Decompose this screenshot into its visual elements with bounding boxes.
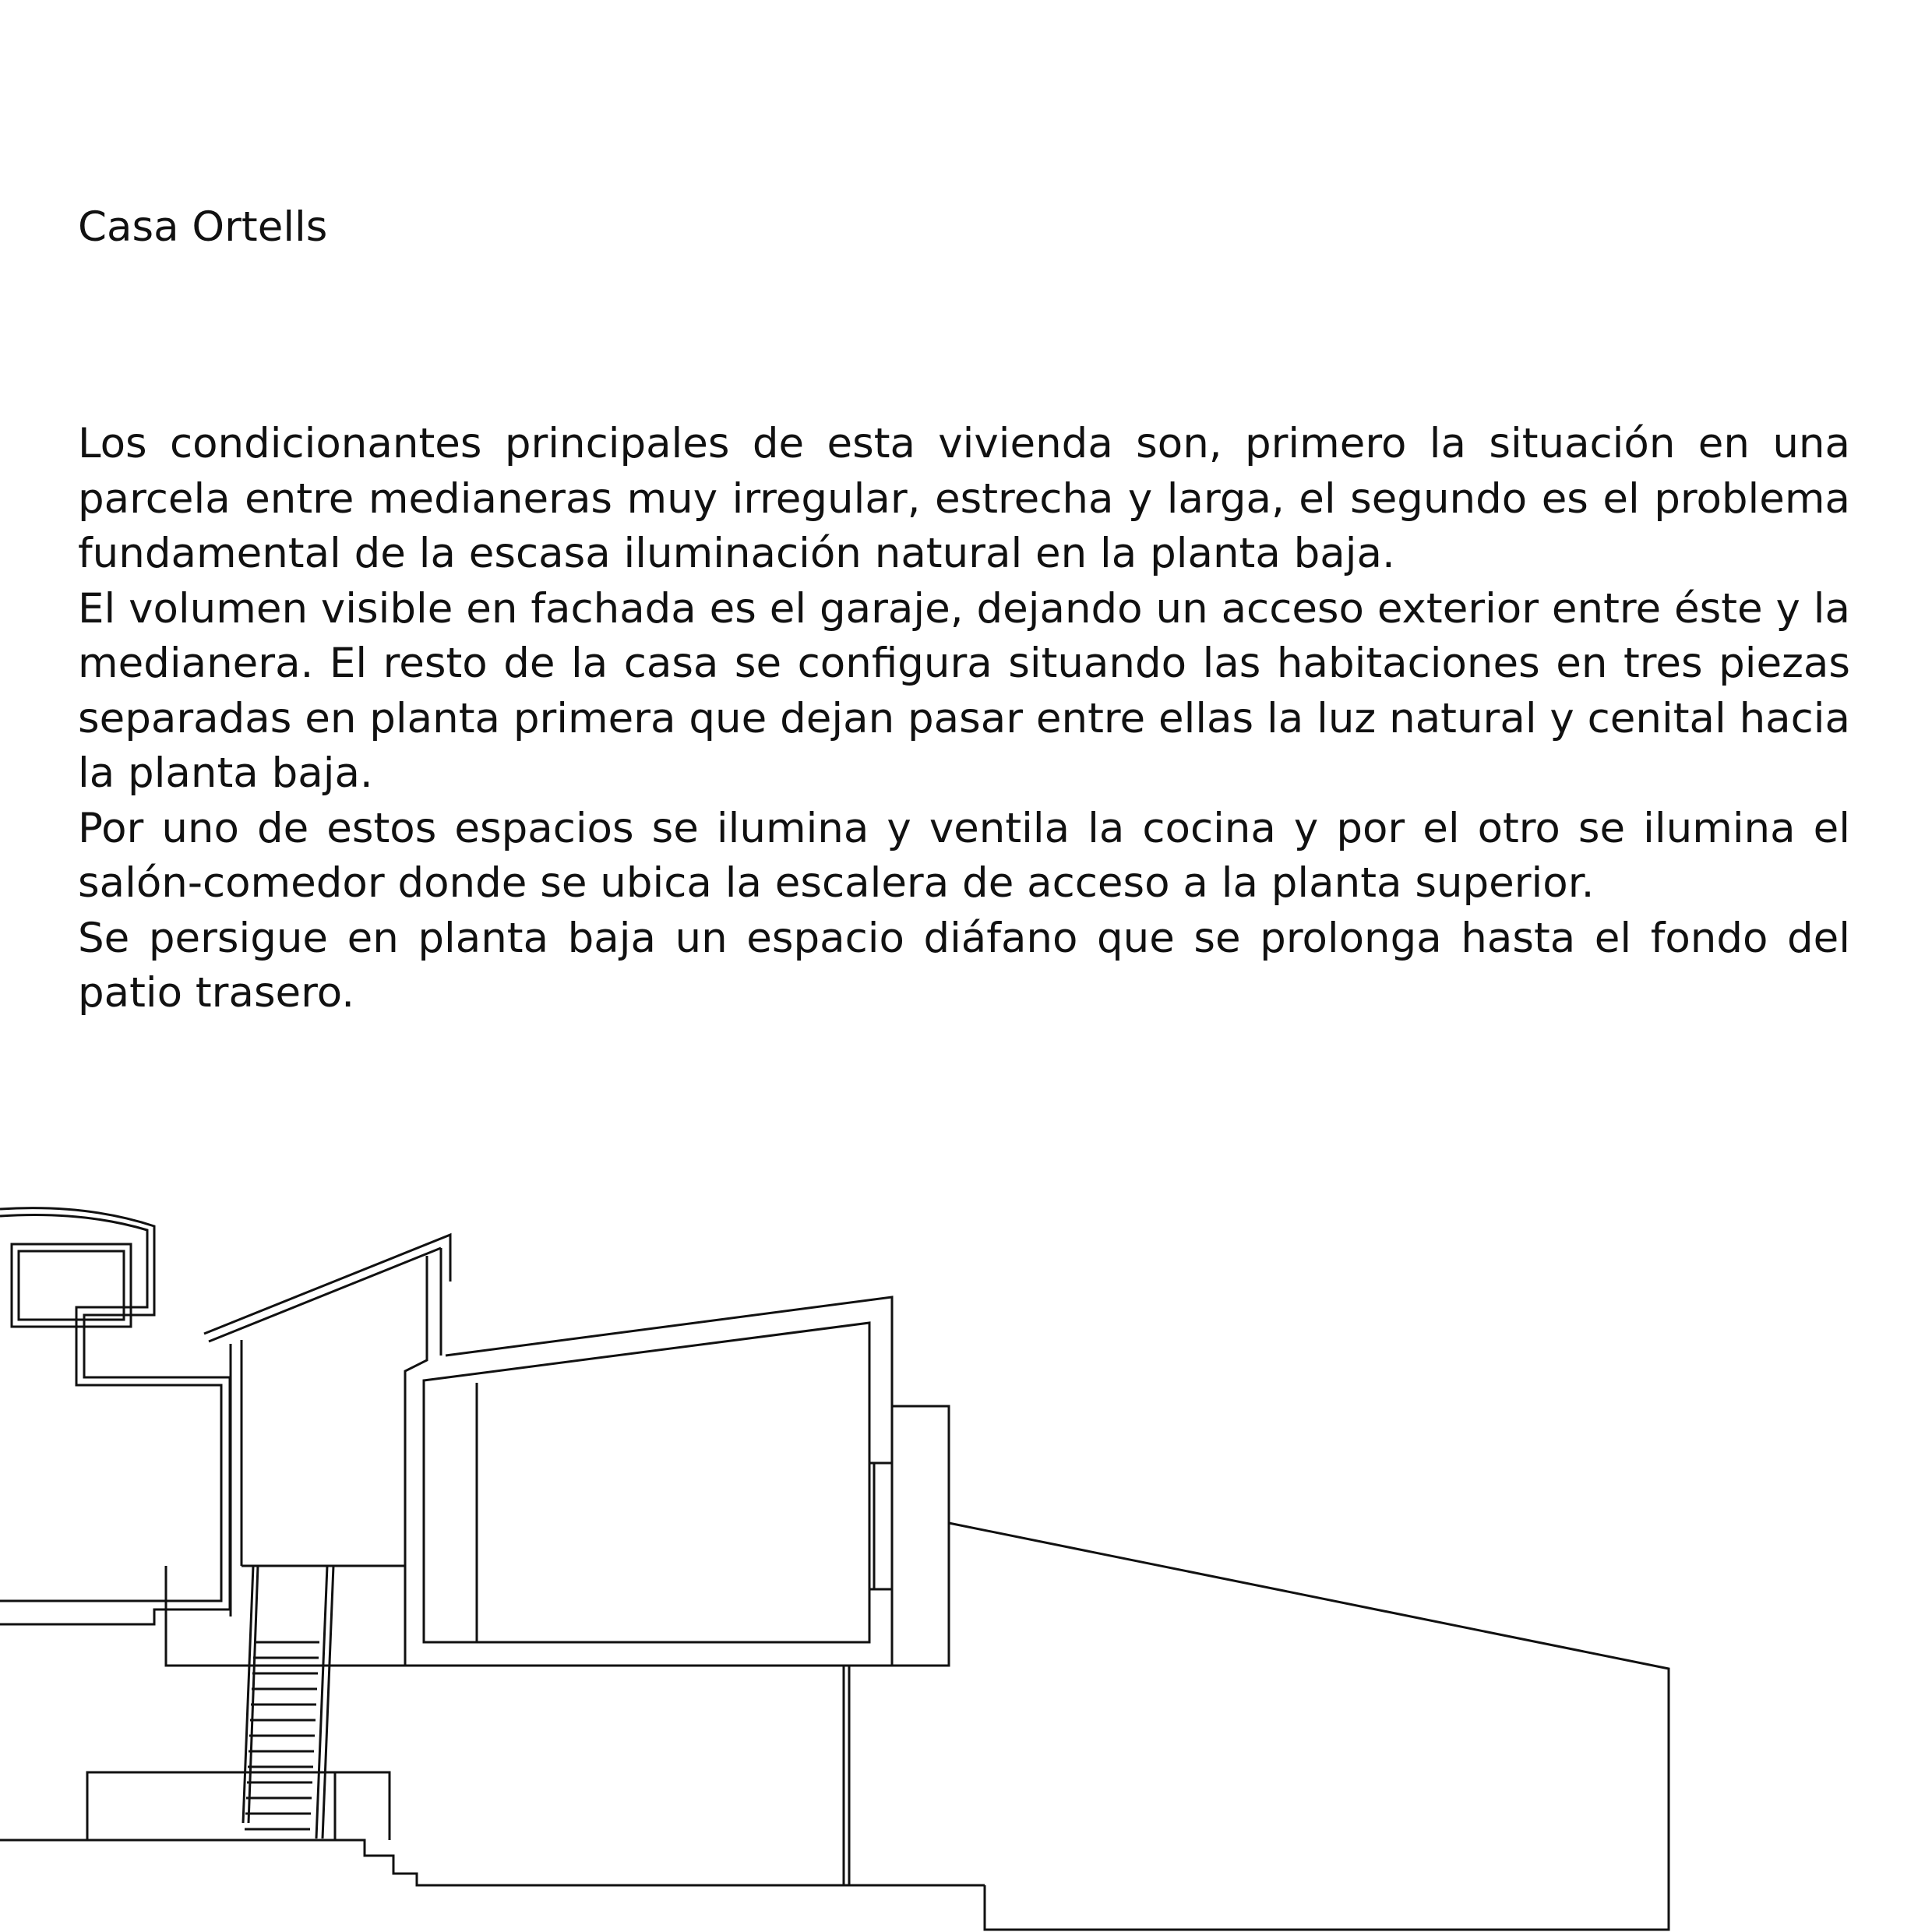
paragraph: Se persigue en planta baja un espacio diáfano que se prolonga hasta el fondo del patio trasero.: [78, 914, 1850, 1017]
stair-stringer-right: [316, 1566, 327, 1839]
stair-treads: [245, 1642, 319, 1829]
right-annex: [892, 1406, 949, 1666]
left-window-outer: [12, 1244, 131, 1327]
page-title: Casa Ortells: [78, 203, 328, 251]
left-volume-inner: [0, 1215, 221, 1601]
left-window-inner: [19, 1251, 124, 1320]
middle-right-wall: [405, 1256, 427, 1666]
left-volume-outline: [0, 1208, 230, 1624]
side-window: [869, 1463, 892, 1589]
middle-roof-inner: [209, 1248, 441, 1341]
body-text: [78, 417, 1850, 1021]
ground-line-steps: [0, 1840, 985, 1885]
lower-wall-left: [87, 1772, 390, 1840]
paragraph: Los condicionantes principales de esta vivienda son, primero la situación en una parcela entre medianeras muy irregular, estrecha y larga, el segundo es el problema fundamental de la escasa iluminación natural en la planta baja.: [78, 420, 1850, 577]
middle-lower-frame: [166, 1566, 405, 1666]
middle-roof: [204, 1235, 450, 1334]
right-volume-outline: [405, 1297, 892, 1666]
sloped-terrain: [949, 1523, 1669, 1930]
paragraph: Por uno de estos espacios se ilumina y ventila la cocina y por el otro se ilumina el salón-comedor donde se ubica la escalera de acceso a la planta superior.: [78, 804, 1850, 907]
right-volume-inner: [424, 1323, 869, 1642]
stair-stringer-right-2: [323, 1566, 333, 1839]
stair-stringer-left: [243, 1566, 253, 1823]
paragraph: El volumen visible en fachada es el garaje, dejando un acceso exterior entre éste y la medianera. El resto de la casa se configura situando las habitaciones en tres piezas separadas en planta primera que dejan pasar entre ellas la luz natural y cenital hacia la planta baja.: [78, 584, 1850, 797]
stair-stringer-left-2: [249, 1566, 258, 1823]
